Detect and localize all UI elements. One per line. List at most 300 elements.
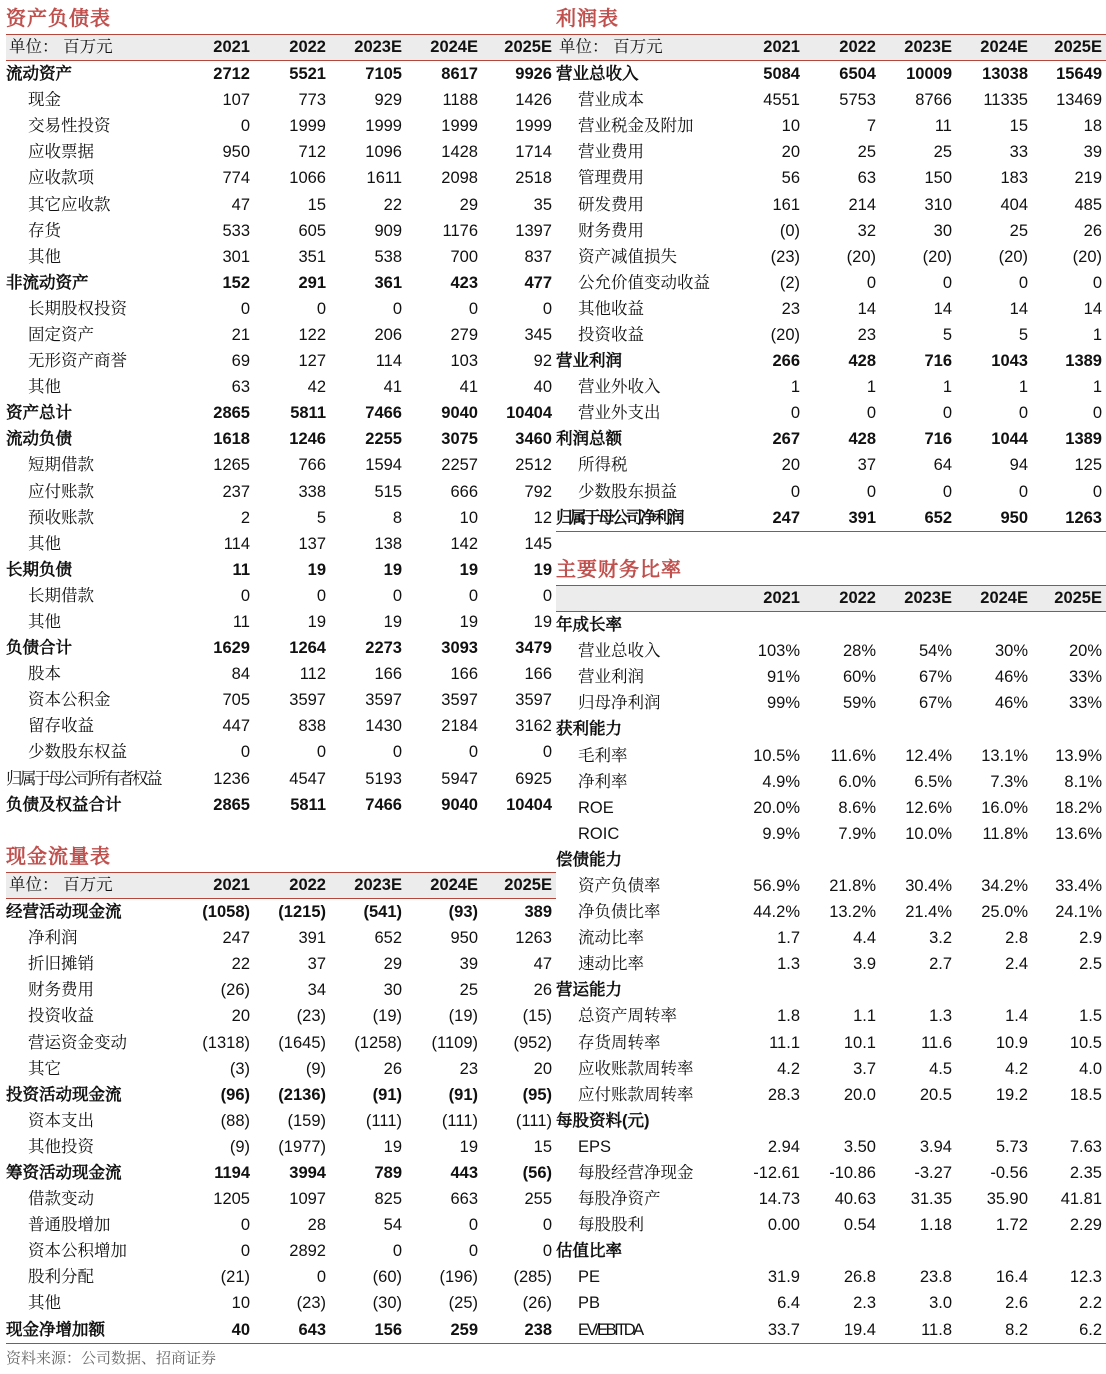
value-cell: 33.4% <box>1055 876 1102 895</box>
table-row <box>556 769 1106 795</box>
year-header: 2022 <box>254 35 330 61</box>
value-cell: 1389 <box>1065 352 1102 371</box>
value-cell: 23 <box>781 299 800 318</box>
value-cell <box>1032 1238 1106 1264</box>
value-cell: 20 <box>533 1059 552 1078</box>
value-cell: 25 <box>1009 221 1028 240</box>
value-cell: 0 <box>1092 482 1102 501</box>
row-label: PB <box>578 1294 601 1313</box>
value-cell: 15649 <box>1056 65 1102 84</box>
table-row <box>6 426 556 452</box>
row-label: 每股净资产 <box>578 1190 661 1209</box>
value-cell <box>804 1108 880 1134</box>
row-label: 固定资产 <box>28 325 94 344</box>
row-label: 估值比率 <box>556 1242 622 1261</box>
value-cell: 19 <box>459 560 478 579</box>
row-label: 现金 <box>28 91 61 110</box>
value-cell: 291 <box>298 273 326 292</box>
row-label: 其它应收款 <box>28 195 111 214</box>
table-row <box>556 821 1106 847</box>
value-cell: 6925 <box>515 769 552 788</box>
value-cell: 183 <box>1000 169 1028 188</box>
table-row <box>6 1056 556 1082</box>
value-cell: 114 <box>375 352 402 371</box>
row-label: 归属于母公司所有者权益 <box>6 769 160 788</box>
value-cell: 515 <box>374 482 402 501</box>
value-cell: 1.8 <box>777 1007 800 1026</box>
value-cell: 13.9% <box>1055 746 1102 765</box>
value-cell: -0.56 <box>990 1164 1028 1183</box>
value-cell: 1097 <box>289 1190 326 1209</box>
value-cell: 1194 <box>214 1163 250 1182</box>
row-label: 预收账款 <box>28 508 94 527</box>
value-cell: 259 <box>406 1317 482 1344</box>
row-label: 所得税 <box>578 456 628 475</box>
value-cell: 107 <box>222 91 250 110</box>
row-label: 资本支出 <box>28 1111 94 1130</box>
value-cell: 33.7 <box>734 1317 804 1344</box>
value-cell: 30% <box>994 642 1028 661</box>
value-cell: 5947 <box>441 769 478 788</box>
table-row <box>556 1186 1106 1212</box>
table-row <box>556 638 1106 664</box>
value-cell: 1176 <box>442 221 478 240</box>
value-cell: 3.50 <box>843 1137 876 1156</box>
value-cell: 3.0 <box>929 1294 952 1313</box>
value-cell: (30) <box>372 1294 402 1313</box>
value-cell: (26) <box>220 981 250 1000</box>
table-row <box>6 479 556 505</box>
value-cell: (9) <box>305 1059 326 1078</box>
value-cell: (541) <box>363 903 402 922</box>
table-row <box>6 348 556 374</box>
table-row <box>6 739 556 765</box>
ratios-table <box>556 585 1106 1344</box>
value-cell: 5 <box>316 508 326 527</box>
value-cell: 0 <box>240 586 250 605</box>
value-cell: 166 <box>450 665 478 684</box>
value-cell <box>956 977 1032 1003</box>
value-cell: 31.35 <box>910 1190 952 1209</box>
value-cell: 1.72 <box>995 1216 1028 1235</box>
row-label: 资产总计 <box>6 404 72 423</box>
table-row <box>556 925 1106 951</box>
value-cell: 0 <box>316 586 326 605</box>
table-row <box>556 1030 1106 1056</box>
value-cell: 142 <box>450 534 478 553</box>
value-cell: (88) <box>220 1111 250 1130</box>
value-cell: 11.1 <box>769 1033 800 1052</box>
value-cell: 23 <box>857 325 876 344</box>
value-cell: 1265 <box>213 456 250 475</box>
value-cell: (1109) <box>431 1033 478 1052</box>
value-cell: 11 <box>232 560 250 579</box>
value-cell: (95) <box>522 1085 552 1104</box>
value-cell <box>804 1238 880 1264</box>
income-statement-table <box>556 34 1106 532</box>
value-cell: 1.3 <box>777 955 800 974</box>
table-row <box>6 951 556 977</box>
value-cell: (21) <box>220 1268 250 1287</box>
value-cell: 9926 <box>515 65 552 84</box>
value-cell: 663 <box>450 1190 478 1209</box>
row-label: 其他 <box>28 1294 61 1313</box>
value-cell: 1397 <box>515 221 552 240</box>
row-label: 每股资料(元) <box>556 1111 650 1130</box>
value-cell: 15 <box>307 195 326 214</box>
value-cell: 267 <box>772 430 800 449</box>
value-cell: 766 <box>298 456 326 475</box>
value-cell: 10.5 <box>1069 1033 1102 1052</box>
table-row <box>556 296 1106 322</box>
value-cell: 40 <box>184 1317 254 1344</box>
row-label: 营业外收入 <box>578 378 661 397</box>
row-label: 流动资产 <box>6 65 72 84</box>
row-label: EV/EBITDA <box>556 1317 734 1344</box>
value-cell: 63 <box>857 169 876 188</box>
value-cell: 1096 <box>365 143 402 162</box>
value-cell: 0 <box>542 1216 552 1235</box>
value-cell: 0 <box>240 743 250 762</box>
value-cell: (20) <box>1072 247 1102 266</box>
value-cell: (91) <box>372 1085 402 1104</box>
value-cell: 10009 <box>906 65 952 84</box>
table-row <box>556 452 1106 478</box>
value-cell: 206 <box>374 325 402 344</box>
value-cell: 150 <box>924 169 952 188</box>
value-cell: 1999 <box>441 117 478 136</box>
row-label: 每股经营净现金 <box>578 1164 694 1183</box>
row-label: 研发费用 <box>578 195 644 214</box>
value-cell: 12.4% <box>905 746 952 765</box>
value-cell: 310 <box>924 195 952 214</box>
value-cell: 0 <box>468 586 478 605</box>
row-label: 资本公积金 <box>28 691 111 710</box>
year-header: 2025E <box>482 873 556 899</box>
value-cell: 20 <box>231 1007 250 1026</box>
value-cell: 423 <box>450 273 478 292</box>
value-cell: 2892 <box>289 1242 326 1261</box>
value-cell: (9) <box>229 1137 250 1156</box>
value-cell: 19 <box>307 613 326 632</box>
value-cell: 9040 <box>441 404 478 423</box>
value-cell: (23) <box>296 1294 326 1313</box>
value-cell: 219 <box>1074 169 1102 188</box>
cash-flow-table <box>6 872 556 1344</box>
value-cell: 1999 <box>515 117 552 136</box>
value-cell: 361 <box>374 273 402 292</box>
value-cell: 652 <box>374 929 402 948</box>
value-cell: 1611 <box>366 169 402 188</box>
value-cell: 39 <box>1083 143 1102 162</box>
value-cell: 8.1% <box>1064 772 1102 791</box>
value-cell: 24.1% <box>1055 903 1102 922</box>
value-cell: 2257 <box>441 456 478 475</box>
value-cell: 8617 <box>441 65 478 84</box>
value-cell: (0) <box>779 221 800 240</box>
row-label: 投资收益 <box>28 1007 94 1026</box>
value-cell: (91) <box>448 1085 478 1104</box>
value-cell: 7.9% <box>838 824 876 843</box>
value-cell: 10 <box>231 1294 250 1313</box>
value-cell <box>956 1238 1032 1264</box>
value-cell: 6.5% <box>914 772 952 791</box>
value-cell: 112 <box>299 665 326 684</box>
table-row <box>6 792 556 818</box>
value-cell: 21 <box>231 325 250 344</box>
value-cell: 31.9 <box>767 1268 800 1287</box>
value-cell: 443 <box>450 1163 478 1182</box>
row-label: PE <box>578 1268 601 1287</box>
table-row <box>556 505 1106 532</box>
value-cell: 10404 <box>506 795 552 814</box>
value-cell: 2.4 <box>1005 955 1028 974</box>
value-cell: 7.63 <box>1069 1137 1102 1156</box>
value-cell: 247 <box>222 929 250 948</box>
row-label: 营业成本 <box>578 91 644 110</box>
row-label: 投资收益 <box>578 325 644 344</box>
value-cell: 13.2% <box>829 903 876 922</box>
value-cell: (23) <box>296 1007 326 1026</box>
value-cell: 279 <box>450 325 478 344</box>
value-cell: 1430 <box>365 717 402 736</box>
table-row <box>6 505 556 531</box>
value-cell: 20 <box>781 143 800 162</box>
value-cell: 11335 <box>983 91 1028 110</box>
row-label: 毛利率 <box>578 746 628 765</box>
value-cell: 3597 <box>365 691 402 710</box>
year-header: 2024E <box>406 873 482 899</box>
value-cell: 2.9 <box>1079 929 1102 948</box>
value-cell: 837 <box>524 247 552 266</box>
value-cell: 138 <box>374 534 402 553</box>
value-cell: 34 <box>307 981 326 1000</box>
value-cell: 8766 <box>915 91 952 110</box>
value-cell: 0 <box>866 482 876 501</box>
value-cell <box>1032 716 1106 742</box>
value-cell: 0.54 <box>843 1216 876 1235</box>
year-header: 2022 <box>804 35 880 61</box>
table-row <box>556 348 1106 374</box>
value-cell: 1236 <box>213 769 250 788</box>
value-cell <box>734 977 804 1003</box>
table-row <box>556 847 1106 873</box>
value-cell: 13038 <box>982 65 1028 84</box>
value-cell: 25.0% <box>981 903 1028 922</box>
table-row <box>6 635 556 661</box>
value-cell: 161 <box>772 195 800 214</box>
year-header: 2021 <box>184 873 254 899</box>
value-cell: (3) <box>229 1059 250 1078</box>
value-cell <box>1032 612 1106 639</box>
value-cell: 950 <box>450 929 478 948</box>
value-cell: 92 <box>533 352 552 371</box>
row-label: 留存收益 <box>28 717 94 736</box>
row-label: 其他 <box>28 613 61 632</box>
value-cell: 950 <box>956 505 1032 532</box>
year-header: 2024E <box>406 35 482 61</box>
value-cell: 4.5 <box>929 1059 952 1078</box>
value-cell: 774 <box>222 169 250 188</box>
value-cell: 0 <box>790 404 800 423</box>
row-label: 应付账款 <box>28 482 94 501</box>
value-cell: (2136) <box>278 1085 326 1104</box>
row-label: 净利率 <box>578 772 628 791</box>
row-label: 少数股东损益 <box>578 482 677 501</box>
value-cell <box>1032 1108 1106 1134</box>
value-cell: 1 <box>866 378 876 397</box>
value-cell: (23) <box>770 247 800 266</box>
value-cell: 1264 <box>289 639 326 658</box>
table-row <box>6 452 556 478</box>
row-label: 股利分配 <box>28 1268 94 1287</box>
table-row <box>556 690 1106 716</box>
value-cell: 2865 <box>213 795 250 814</box>
value-cell: 792 <box>524 482 552 501</box>
value-cell: 1714 <box>515 143 552 162</box>
value-cell: 28 <box>307 1216 326 1235</box>
value-cell: 404 <box>1000 195 1028 214</box>
value-cell: 1428 <box>441 143 478 162</box>
value-cell: 0 <box>392 299 402 318</box>
table-row <box>556 795 1106 821</box>
table-row <box>556 977 1106 1003</box>
table-row <box>556 322 1106 348</box>
value-cell: -10.86 <box>829 1164 876 1183</box>
row-label: 交易性投资 <box>28 117 111 136</box>
value-cell: 1043 <box>991 352 1028 371</box>
row-label: 营业费用 <box>578 143 644 162</box>
value-cell: (20) <box>846 247 876 266</box>
value-cell: 22 <box>383 195 402 214</box>
value-cell: 3.7 <box>853 1059 876 1078</box>
value-cell <box>734 716 804 742</box>
value-cell: 4.9% <box>762 772 800 791</box>
table-row <box>6 925 556 951</box>
row-label: 资产负债率 <box>578 876 661 895</box>
value-cell: 1999 <box>289 117 326 136</box>
value-cell: 16.0% <box>981 798 1028 817</box>
row-label: 长期负债 <box>6 560 72 579</box>
value-cell <box>734 847 804 873</box>
value-cell: 19 <box>533 613 552 632</box>
value-cell: 1618 <box>213 430 250 449</box>
row-label: 营业利润 <box>578 668 644 687</box>
value-cell <box>804 977 880 1003</box>
value-cell: 23 <box>459 1059 478 1078</box>
value-cell: 0 <box>392 586 402 605</box>
value-cell: 0 <box>1018 482 1028 501</box>
value-cell: 103% <box>757 642 800 661</box>
value-cell <box>880 716 956 742</box>
value-cell: 4547 <box>289 769 326 788</box>
value-cell: 2.8 <box>1005 929 1028 948</box>
value-cell: 33% <box>1068 694 1102 713</box>
table-row <box>6 583 556 609</box>
table-row <box>556 218 1106 244</box>
table-row <box>556 873 1106 899</box>
value-cell: 122 <box>298 325 326 344</box>
value-cell: 2865 <box>213 404 250 423</box>
value-cell: 5084 <box>763 65 800 84</box>
value-cell: 1999 <box>365 117 402 136</box>
value-cell <box>956 847 1032 873</box>
value-cell: 1.1 <box>853 1007 876 1026</box>
value-cell: 1 <box>790 378 800 397</box>
value-cell: (93) <box>448 903 478 922</box>
value-cell: 0 <box>790 482 800 501</box>
value-cell: 13469 <box>1056 91 1102 110</box>
value-cell: 652 <box>880 505 956 532</box>
value-cell: 3.2 <box>929 929 952 948</box>
value-cell: 8.2 <box>956 1317 1032 1344</box>
value-cell <box>880 612 956 639</box>
value-cell <box>1032 977 1106 1003</box>
value-cell: 14 <box>933 299 952 318</box>
value-cell: 84 <box>231 665 250 684</box>
value-cell: 63 <box>231 378 250 397</box>
row-label: 经营活动现金流 <box>6 903 122 922</box>
value-cell: 700 <box>450 247 478 266</box>
value-cell: 0 <box>866 404 876 423</box>
value-cell: 11 <box>934 117 952 136</box>
row-label: 长期借款 <box>28 586 94 605</box>
value-cell: 37 <box>857 456 876 475</box>
row-label: 少数股东权益 <box>28 743 127 762</box>
value-cell: 3162 <box>515 717 552 736</box>
value-cell: 0 <box>942 273 952 292</box>
value-cell: 10.1 <box>843 1033 876 1052</box>
value-cell: 6.0% <box>838 772 876 791</box>
row-label: 利润总额 <box>556 430 622 449</box>
value-cell: 29 <box>459 195 478 214</box>
value-cell: 18.2% <box>1055 798 1102 817</box>
value-cell: 12.6% <box>905 798 952 817</box>
row-label: 投资活动现金流 <box>6 1085 122 1104</box>
value-cell: 41.81 <box>1060 1190 1102 1209</box>
row-label: 应付账款周转率 <box>578 1085 694 1104</box>
value-cell: 485 <box>1074 195 1102 214</box>
table-row <box>6 322 556 348</box>
value-cell: 0 <box>240 299 250 318</box>
table-row <box>6 661 556 687</box>
year-header: 2021 <box>184 35 254 61</box>
value-cell: 2273 <box>365 639 402 658</box>
value-cell: 46% <box>994 694 1028 713</box>
value-cell: 1 <box>942 378 952 397</box>
value-cell: 338 <box>298 482 326 501</box>
value-cell: 33% <box>1068 668 1102 687</box>
year-header: 2024E <box>956 35 1032 61</box>
value-cell: 0.00 <box>767 1216 800 1235</box>
row-label: 其他 <box>28 247 61 266</box>
value-cell: 0 <box>316 743 326 762</box>
table-row <box>556 244 1106 270</box>
table-row <box>556 1317 1106 1344</box>
table-row <box>6 1134 556 1160</box>
value-cell <box>956 1108 1032 1134</box>
value-cell: 20.5 <box>919 1085 952 1104</box>
table-row <box>556 87 1106 113</box>
value-cell: 13.1% <box>981 746 1028 765</box>
value-cell <box>734 1238 804 1264</box>
table-row <box>6 713 556 739</box>
row-label: 其他投资 <box>28 1137 94 1156</box>
value-cell: 14.73 <box>758 1190 800 1209</box>
row-label: 其他 <box>28 534 61 553</box>
value-cell: 21.4% <box>905 903 952 922</box>
value-cell: 10.9 <box>995 1033 1028 1052</box>
